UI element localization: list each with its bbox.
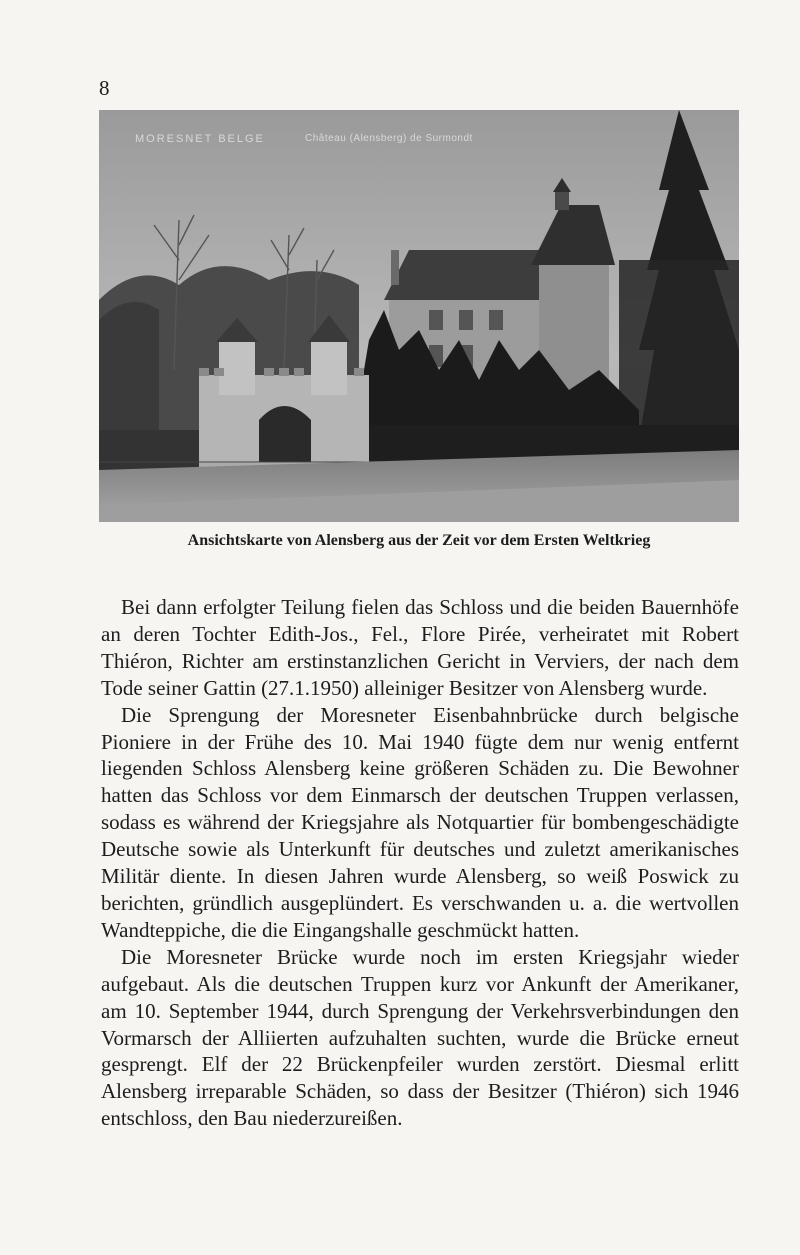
postcard-label-right: Château (Alensberg) de Surmondt: [305, 133, 473, 144]
castle-illustration: [99, 110, 739, 522]
paragraph-3: Die Moresneter Brücke wurde noch im ersten Kriegsjahr wieder aufgebaut. Als die deutschen Truppen kurz vor Ankunft der Amerikaner, am 10. September 1944, durch Sprengung der Verkehrsverbindungen den Vormarsch der Alliierten aufzuhalten suchten, wurde die Brücke erneut gesprengt. Elf der 22 Brückenpfeiler wurden zerstört. Diesmal erlitt Alensberg irreparable Schäden, so dass der Besitzer (Thiéron) sich 1946 entschloss, den Bau niederzureißen.: [101, 944, 739, 1131]
figure-caption: Ansichtskarte von Alensberg aus der Zeit vor dem Ersten Weltkrieg: [187, 532, 651, 549]
postcard-label-left: MORESNET BELGE: [135, 133, 265, 145]
paragraph-1: Bei dann erfolgter Teilung fielen das Schloss und die beiden Bauernhöfe an deren Tochter Edith-Jos., Fel., Flore Pirée, verheiratet mit Robert Thiéron, Richter am erstinstanzlichen Gericht in Verviers, der nach dem Tode seiner Gattin (27.1.1950) alleiniger Besitzer von Alensberg wurde.: [101, 595, 739, 700]
body-text: [101, 594, 739, 1132]
page-number: 8: [99, 76, 110, 100]
postcard-photo: [99, 110, 739, 522]
paragraph-2: Die Sprengung der Moresneter Eisenbahnbrücke durch belgische Pioniere in der Frühe des 10. Mai 1940 fügte dem nur wenig entfernt liegenden Schloss Alensberg keine größeren Schäden zu. Die Bewohner hatten das Schloss vor dem Einmarsch der deutschen Truppen verlassen, sodass es während der Kriegsjahre als Notquartier für bombengeschädigte Deutsche sowie als Unterkunft für deutsches und zuletzt amerikanisches Militär diente. In diesen Jahren wurde Alensberg, so weiß Poswick zu berichten, gründlich ausgeplündert. Es verschwanden u. a. die wertvollen Wandteppiche, die die Eingangshalle geschmückt hatten.: [101, 702, 739, 942]
